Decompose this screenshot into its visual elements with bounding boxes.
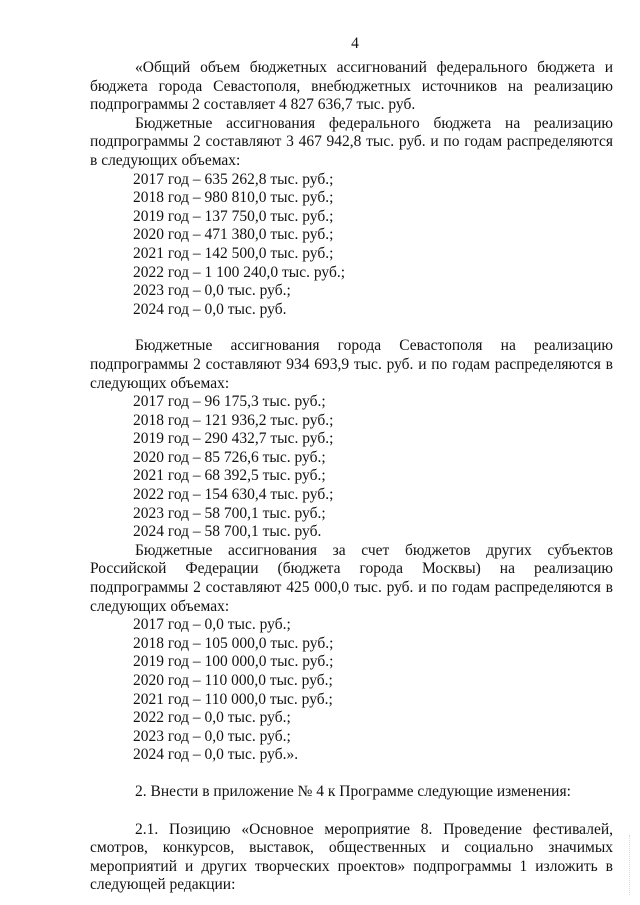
other-subjects-year-2021: 2021 год – 110 000,0 тыс. руб.; (133, 690, 333, 708)
federal-budget-paragraph: Бюджетные ассигнования федерального бюджета на реализацию подпрограммы 2 составляют 3 467 942,8 тыс. руб. и по годам распределяются в следующих объемах: (90, 114, 613, 169)
sevastopol-year-2019: 2019 год – 290 432,7 тыс. руб.; (133, 430, 334, 448)
scan-edge-marks (625, 835, 630, 895)
federal-year-2023: 2023 год – 0,0 тыс. руб.; (133, 282, 291, 300)
federal-year-2017: 2017 год – 635 262,8 тыс. руб.; (133, 170, 334, 188)
federal-year-2019: 2019 год – 137 750,0 тыс. руб.; (133, 207, 334, 225)
document-content (90, 59, 613, 895)
other-subjects-year-2020: 2020 год – 110 000,0 тыс. руб.; (133, 672, 333, 689)
total-budget-paragraph: «Общий объем бюджетных ассигнований федерального бюджета и бюджета города Севастополя, внебюджетных источников на реализацию подпрограммы 2 составляет 4 827 636,7 тыс. руб. (90, 59, 613, 114)
federal-year-2021: 2021 год – 142 500,0 тыс. руб.; (133, 244, 334, 262)
sevastopol-year-2017: 2017 год – 96 175,3 тыс. руб.; (133, 393, 326, 411)
federal-year-2024: 2024 год – 0,0 тыс. руб. (133, 300, 287, 318)
sevastopol-budget-paragraph: Бюджетные ассигнования города Севастополя на реализацию подпрограммы 2 составляют 934 693,9 тыс. руб. и по годам распределяются в следующих объемах: (90, 337, 613, 392)
federal-year-2022: 2022 год – 1 100 240,0 тыс. руб.; (133, 263, 346, 281)
federal-year-2018: 2018 год – 980 810,0 тыс. руб.; (133, 189, 334, 207)
amendment-2-1-paragraph: 2.1. Позицию «Основное мероприятие 8. Проведение фестивалей, смотров, конкурсов, выставок, общественных и социально значимых мероприятий и других творческих проектов» подпрограммы 1 изложить в следующей редакции: (90, 820, 613, 894)
section-spacer (90, 765, 613, 783)
sevastopol-years-list (90, 393, 613, 542)
sevastopol-year-2023: 2023 год – 58 700,1 тыс. руб.; (133, 504, 326, 522)
sevastopol-year-2018: 2018 год – 121 936,2 тыс. руб.; (133, 411, 334, 429)
amendment-2-paragraph: 2. Внести в приложение № 4 к Программе следующие изменения: (135, 782, 571, 800)
other-subjects-year-2024: 2024 год – 0,0 тыс. руб.». (133, 746, 299, 764)
federal-years-list (90, 171, 613, 320)
other-subjects-year-2017: 2017 год – 0,0 тыс. руб.; (133, 616, 291, 634)
other-subjects-year-2018: 2018 год – 105 000,0 тыс. руб.; (133, 634, 334, 652)
other-subjects-year-2023: 2023 год – 0,0 тыс. руб.; (133, 727, 291, 745)
other-subjects-year-2022: 2022 год – 0,0 тыс. руб.; (133, 709, 291, 727)
page-number: 4 (351, 35, 359, 52)
other-subjects-year-2019: 2019 год – 100 000,0 тыс. руб.; (133, 653, 334, 671)
federal-year-2020: 2020 год – 471 380,0 тыс. руб.; (133, 226, 334, 244)
other-subjects-years-list (90, 616, 613, 765)
sevastopol-year-2020: 2020 год – 85 726,6 тыс. руб.; (133, 448, 326, 466)
sevastopol-year-2024: 2024 год – 58 700,1 тыс. руб. (133, 523, 322, 541)
paragraph-spacer (90, 319, 613, 337)
section-spacer-large (90, 802, 613, 821)
sevastopol-year-2021: 2021 год – 68 392,5 тыс. руб.; (133, 467, 326, 485)
other-subjects-budget-paragraph: Бюджетные ассигнования за счет бюджетов других субъектов Российской Федерации (бюджета города Москвы) на реализацию подпрограммы 2 составляют 425 000,0 тыс. руб. и по годам распределяются в следующих объемах: (90, 541, 613, 615)
sevastopol-year-2022: 2022 год – 154 630,4 тыс. руб.; (133, 486, 334, 504)
